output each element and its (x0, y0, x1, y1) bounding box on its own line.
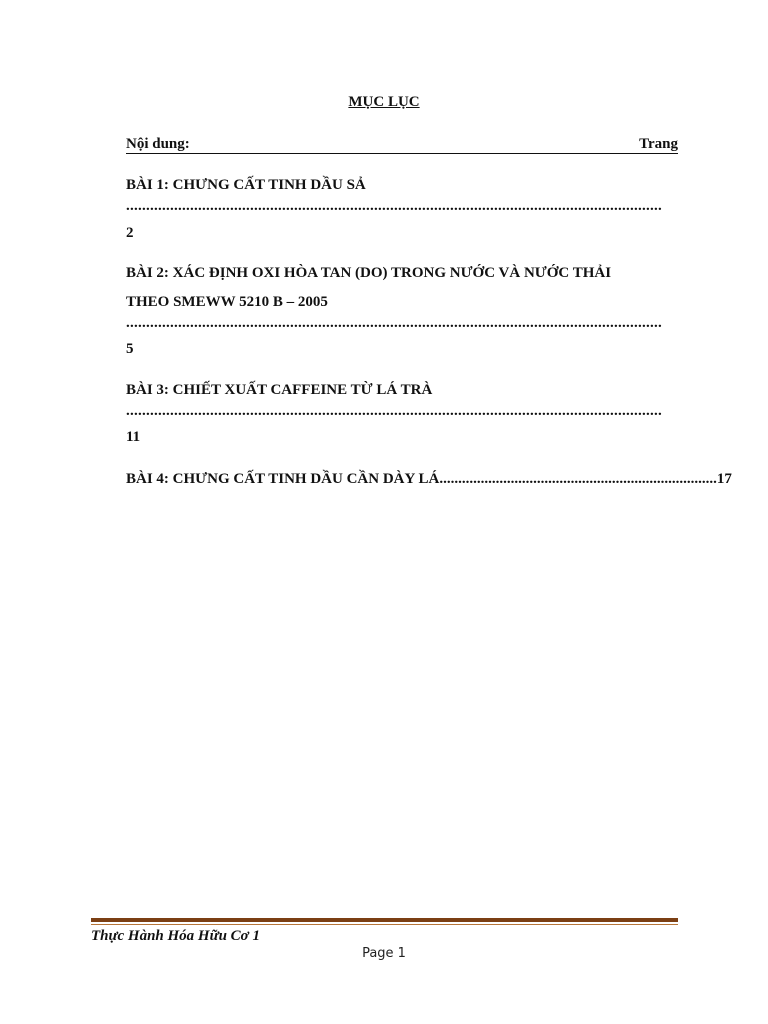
toc-entry-3-dots: ...................................................................................................................................... (126, 403, 662, 419)
footer-rule (91, 918, 678, 922)
footer-rule-thin (91, 924, 678, 925)
toc-header-page-label: Trang (639, 136, 678, 152)
toc-entry-4-dots: .......................................................................... (439, 471, 717, 487)
toc-entry-2-title-line2[interactable]: THEO SMEWW 5210 B – 2005 (126, 294, 328, 310)
footer-title: Thực Hành Hóa Hữu Cơ 1 (91, 928, 260, 944)
toc-entry-4-page[interactable]: 17 (716, 471, 732, 487)
page-number: Page 1 (362, 946, 406, 961)
toc-title: MỤC LỤC (348, 94, 420, 110)
toc-entry-1-page[interactable]: 2 (126, 225, 134, 241)
toc-header-content-label: Nội dung: (126, 136, 190, 152)
toc-entry-1-dots: ...................................................................................................................................... (126, 198, 662, 214)
toc-entry-2-page[interactable]: 5 (126, 341, 134, 357)
toc-entry-2-dots: ...................................................................................................................................... (126, 315, 662, 331)
toc-entry-4-title[interactable]: BÀI 4: CHƯNG CẤT TINH DẦU CẦN DÀY LÁ (126, 471, 440, 487)
toc-header (126, 136, 678, 154)
toc-entry-3-page[interactable]: 11 (126, 429, 141, 445)
toc-entry-4[interactable] (126, 471, 732, 488)
toc-entry-2-title-line1[interactable]: BÀI 2: XÁC ĐỊNH OXI HÒA TAN (DO) TRONG NƯỚC VÀ NƯỚC THẢI (126, 265, 612, 281)
toc-entry-3-title[interactable]: BÀI 3: CHIẾT XUẤT CAFFEINE TỪ LÁ TRÀ (126, 382, 433, 398)
toc-entry-1-title[interactable]: BÀI 1: CHƯNG CẤT TINH DẦU SẢ (126, 177, 366, 193)
